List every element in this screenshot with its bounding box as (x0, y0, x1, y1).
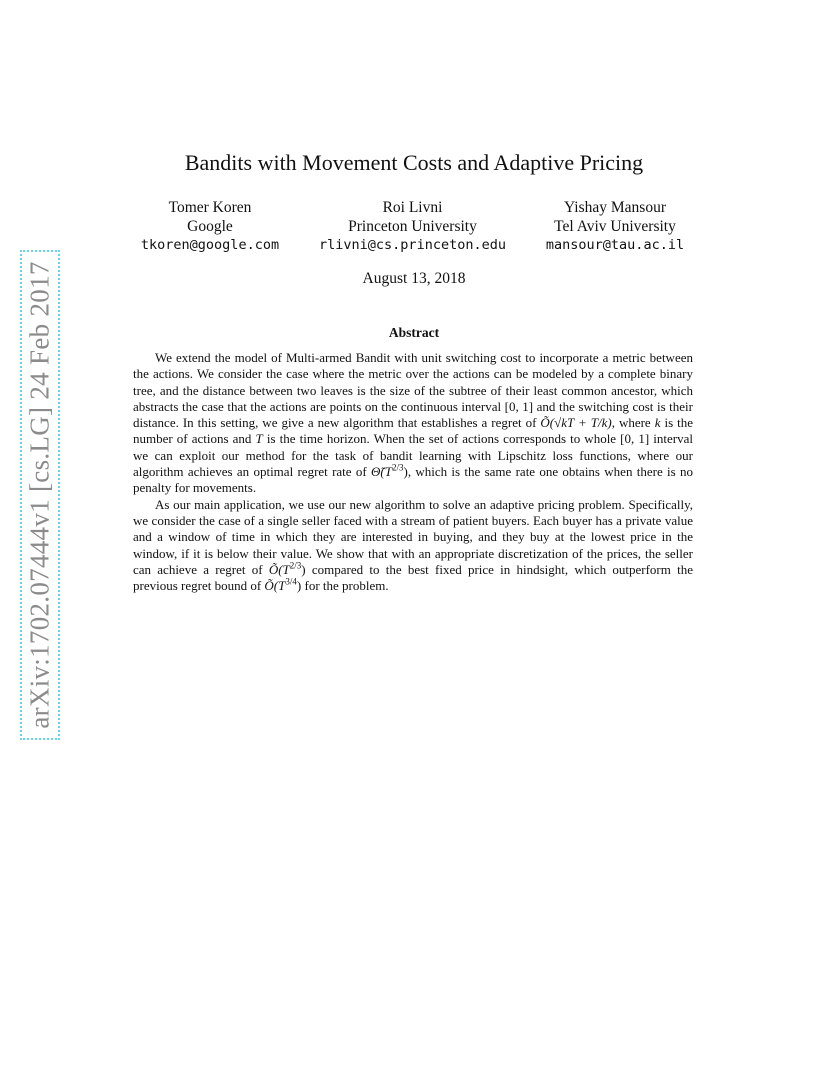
author-email: tkoren@google.com (140, 237, 280, 253)
abstract-heading: Abstract (388, 325, 440, 340)
paper-title: Bandits with Movement Costs and Adaptive Pricing (184, 150, 644, 175)
abstract-text: , where (611, 415, 655, 431)
author-name: Tomer Koren (168, 199, 252, 216)
math-exponent: 2/3 (289, 560, 302, 571)
math-paren: ) (296, 578, 302, 594)
abstract-body (133, 350, 693, 594)
abstract-text: , which is the same rate one obtains when there is no penalty for movements. (133, 464, 693, 496)
math-paren: ) (403, 464, 408, 480)
abstract-text: is the number of actions and (133, 415, 693, 447)
author-1 (125, 198, 295, 255)
abstract-text: for the problem. (301, 578, 389, 594)
math-expression: Θ̃(T (371, 464, 392, 480)
math-variable: k (654, 415, 661, 431)
math-paren: ) (301, 561, 306, 577)
abstract-text: We extend the model of Multi-armed Bandit with unit switching cost to incorporate a metric between the actions. We consider the case where the metric over the actions can be modeled by a complete binary tree, and the distance between two leaves is the size of the subtree of their least common ancestor, which abstracts the case that the actions are points on the continuous interval [0, 1] and the switching cost is their distance. In this setting, we give a new algorithm that establishes a regret of (133, 350, 693, 431)
math-variable: T (255, 431, 263, 447)
math-expression: Õ(√kT + T/k) (540, 415, 612, 431)
author-name: Roi Livni (382, 199, 443, 216)
paper-date: August 13, 2018 (362, 270, 466, 287)
author-name: Yishay Mansour (563, 199, 667, 216)
author-3 (530, 198, 700, 255)
author-affiliation: Princeton University (348, 218, 477, 235)
abstract-paragraph-1 (133, 350, 693, 497)
abstract-paragraph-2 (133, 497, 693, 595)
math-exponent: 2/3 (391, 462, 404, 473)
author-email: rlivni@cs.princeton.edu (319, 237, 506, 253)
abstract-text: is the time horizon. When the set of actions corresponds to whole [0, 1] interval we can exploit our method for the task of bandit learning with Lipschitz loss functions, where our algorithm achieves an optimal regret rate of (133, 431, 693, 480)
math-expression: Õ(T (268, 561, 290, 577)
author-email: mansour@tau.ac.il (545, 237, 685, 253)
author-affiliation: Tel Aviv University (554, 218, 676, 235)
math-expression: Õ(T (264, 578, 286, 594)
author-2 (305, 198, 520, 255)
arxiv-identifier: arXiv:1702.07444v1 [cs.LG] 24 Feb 2017 (24, 261, 55, 729)
author-affiliation: Google (187, 218, 233, 235)
abstract-text: As our main application, we use our new algorithm to solve an adaptive pricing problem. Specifically, we consider the case of a single seller faced with a stream of patient buyers. Each buyer has a private value and a window of time in which they are interested in buying, and they buy at the lowest price in the window, if it is below their value. We show that with an appropriate discretization of the prices, the seller can achieve a regret of (133, 496, 693, 577)
abstract-text: compared to the best fixed price in hindsight, which outperform the previous regret bound of (133, 561, 693, 594)
math-exponent: 3/4 (285, 576, 297, 587)
